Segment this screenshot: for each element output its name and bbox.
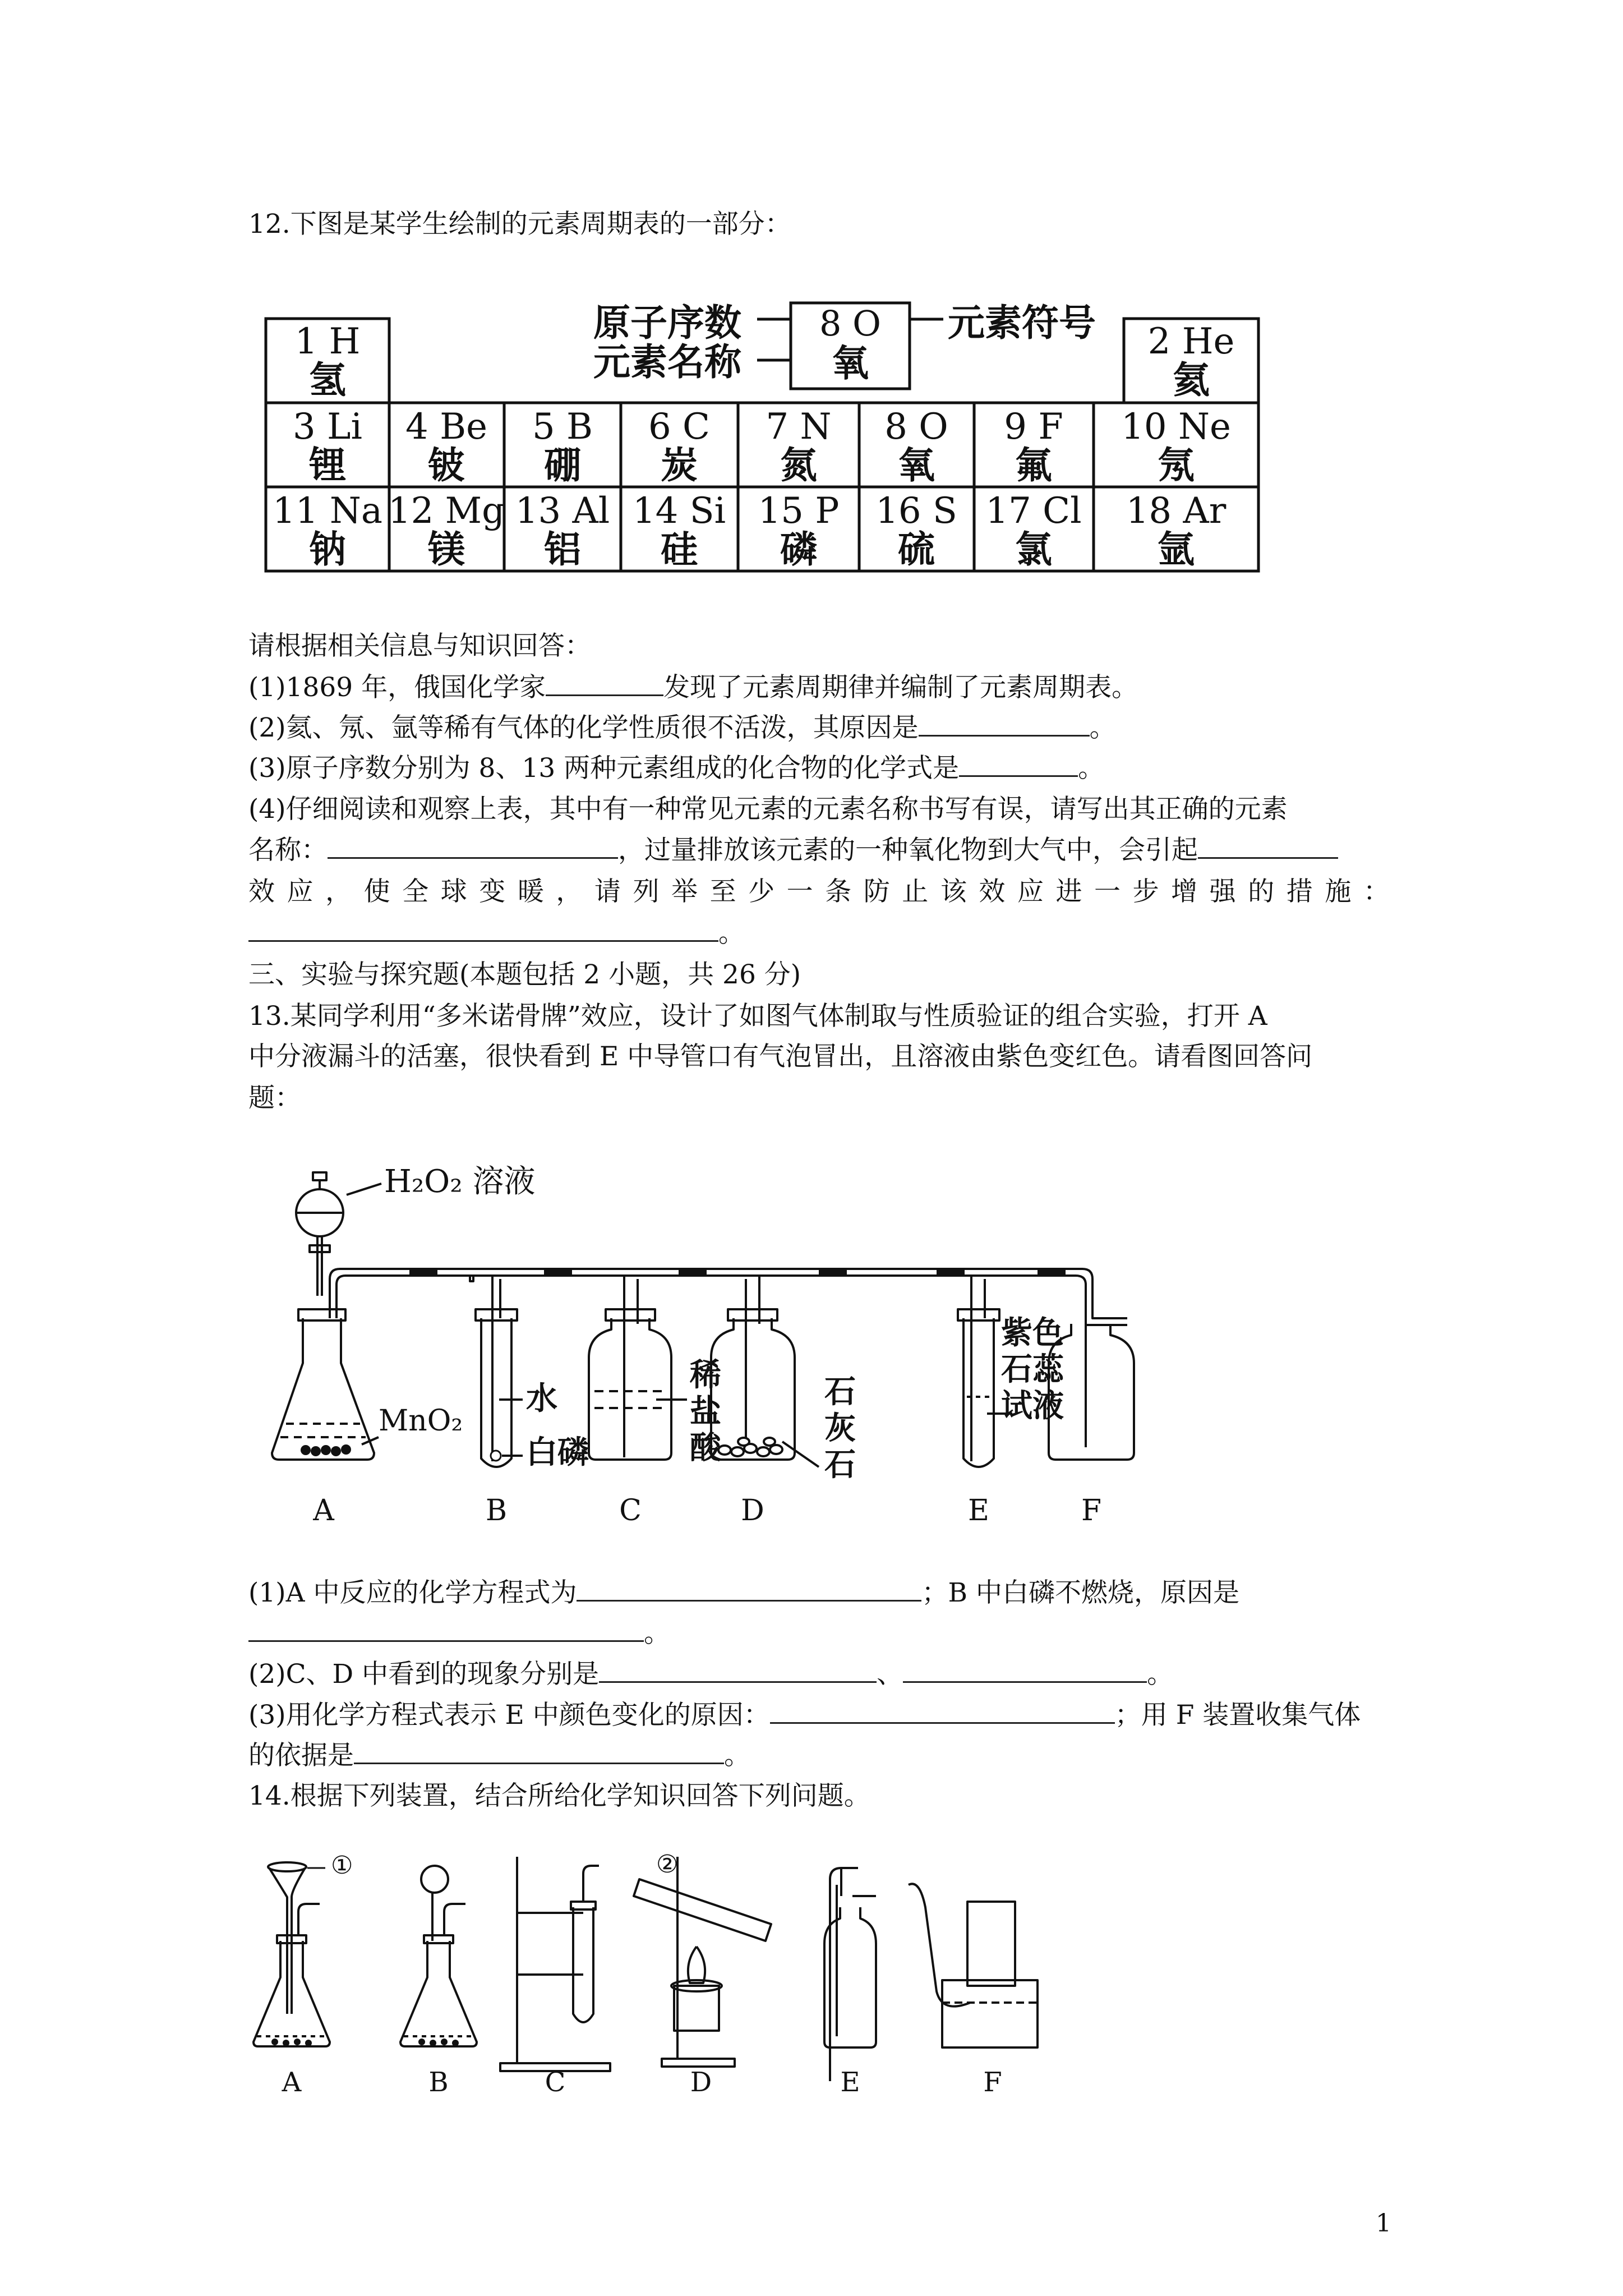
answer-blank[interactable] bbox=[328, 832, 618, 859]
q13-part3-end: 。 bbox=[724, 1740, 750, 1771]
q13-part3-text-c: 的依据是 bbox=[248, 1740, 354, 1771]
answer-blank[interactable] bbox=[903, 1657, 1147, 1683]
hcl-label-char: 酸 bbox=[690, 1429, 721, 1466]
cell-name: 氢 bbox=[309, 358, 346, 402]
apparatus-label: E bbox=[840, 2067, 860, 2092]
answer-blank[interactable] bbox=[770, 1697, 1115, 1724]
char: 进 bbox=[1055, 876, 1082, 907]
apparatus-label: C bbox=[619, 1494, 642, 1527]
char: 一 bbox=[786, 876, 813, 907]
q13-part1-text-b: ；B 中白磷不燃烧，原因是 bbox=[921, 1577, 1239, 1608]
char: 的 bbox=[1248, 876, 1275, 907]
q12-part2-text-b: 。 bbox=[1089, 712, 1116, 743]
answer-blank[interactable] bbox=[1198, 832, 1338, 859]
char: 防 bbox=[863, 876, 890, 907]
q12-part4-text-b: ，过量排放该元素的一种氧化物到大气中，会引起 bbox=[618, 835, 1198, 866]
section3-heading: 三、实验与探究题(本题包括 2 小题，共 26 分) bbox=[248, 959, 801, 990]
hcl-label-char: 盐 bbox=[690, 1393, 721, 1430]
apparatus-label: A bbox=[313, 1494, 334, 1527]
cell-number: 9 F bbox=[1004, 406, 1063, 448]
apparatus-label: B bbox=[428, 2067, 449, 2092]
cell-number: 18 Ar bbox=[1126, 490, 1227, 532]
q13-part2-text-a: (2)C、D 中看到的现象分别是 bbox=[248, 1659, 600, 1690]
char: ， bbox=[325, 876, 352, 907]
white-phosphorus-label: 白磷 bbox=[526, 1434, 589, 1471]
cell-name: 钠 bbox=[309, 527, 346, 571]
cell-number: 15 P bbox=[758, 490, 840, 532]
q12-part4-line3 bbox=[248, 874, 1390, 910]
q13-line1: 13.某同学利用“多米诺骨牌”效应，设计了如图气体制取与性质验证的组合实验，打开 A bbox=[248, 1001, 1267, 1032]
cell-name: 氮 bbox=[780, 443, 817, 487]
cell-number: 2 He bbox=[1147, 321, 1235, 362]
q13-part1-line2 bbox=[248, 1616, 670, 1651]
cell-name: 镁 bbox=[428, 527, 465, 571]
q12-part4-text-a: 名称： bbox=[248, 835, 328, 866]
cell-name: 氩 bbox=[1158, 527, 1195, 571]
q12-part4-line4 bbox=[248, 915, 745, 951]
cell-name: 铍 bbox=[428, 443, 465, 487]
cell-number: 7 N bbox=[766, 406, 832, 448]
char: 暖 bbox=[517, 876, 544, 907]
cell-name: 氟 bbox=[1015, 443, 1052, 487]
answer-blank[interactable] bbox=[354, 1738, 724, 1764]
legend-atomic-number: 原子序数 bbox=[593, 301, 741, 344]
q12-title: 12.下图是某学生绘制的元素周期表的一部分： bbox=[248, 209, 791, 240]
q12-part2 bbox=[248, 710, 1116, 746]
cell-name: 氖 bbox=[1158, 443, 1195, 487]
q12-part4-line2 bbox=[248, 832, 1338, 868]
q12-part4-line1: (4)仔细阅读和观察上表，其中有一种常见元素的元素名称书写有误，请写出其正确的元素 bbox=[248, 794, 1288, 825]
legend-element-name: 元素名称 bbox=[593, 340, 741, 384]
cell-number: 8 O bbox=[884, 406, 948, 448]
answer-blank[interactable] bbox=[577, 1575, 921, 1602]
char: 至 bbox=[709, 876, 736, 907]
litmus-label-line: 石蕊 bbox=[1001, 1351, 1064, 1388]
cell-number: 16 S bbox=[875, 490, 957, 532]
apparatus-label: F bbox=[1081, 1494, 1102, 1527]
q13-part2-sep: 、 bbox=[877, 1659, 903, 1690]
char: 请 bbox=[594, 876, 621, 907]
q13-part3-text-a: (3)用化学方程式表示 E 中颜色变化的原因： bbox=[248, 1700, 770, 1731]
cell-number: 5 B bbox=[532, 406, 593, 448]
cell-name: 炭 bbox=[661, 443, 698, 487]
char: 变 bbox=[479, 876, 506, 907]
q13-part3-text-b: ；用 F 装置收集气体 bbox=[1114, 1700, 1361, 1731]
char: 条 bbox=[825, 876, 852, 907]
circled-number-2: ② bbox=[656, 1850, 679, 1879]
char: 该 bbox=[940, 876, 967, 907]
char: 使 bbox=[363, 876, 390, 907]
legend-example-number: 8 O bbox=[819, 303, 881, 344]
apparatus-label: D bbox=[741, 1494, 764, 1527]
page-number: 1 bbox=[1376, 2209, 1391, 2238]
apparatus-label: D bbox=[690, 2067, 712, 2092]
cell-number: 1 H bbox=[294, 321, 361, 362]
periodic-table-figure bbox=[264, 292, 1267, 583]
q12-part3-text-a: (3)原子序数分别为 8、13 两种元素组成的化合物的化学式是 bbox=[248, 753, 960, 784]
char: 施 bbox=[1325, 876, 1352, 907]
q12-part1 bbox=[248, 670, 1138, 706]
q12-part2-text-a: (2)氦、氖、氩等稀有气体的化学性质很不活泼，其原因是 bbox=[248, 712, 919, 743]
q12-part3-text-b: 。 bbox=[1078, 753, 1105, 784]
answer-blank[interactable] bbox=[599, 1657, 877, 1683]
q13-line2: 中分液漏斗的活塞，很快看到 E 中导管口有气泡冒出，且溶液由紫色变红色。请看图回答问 bbox=[248, 1041, 1313, 1072]
cell-name: 氯 bbox=[1015, 527, 1052, 571]
apparatus-label: F bbox=[983, 2067, 1002, 2092]
answer-blank[interactable] bbox=[919, 710, 1090, 737]
q12-part1-text-b: 发现了元素周期律并编制了元素周期表。 bbox=[663, 672, 1138, 703]
char: 步 bbox=[1132, 876, 1159, 907]
char: 一 bbox=[1094, 876, 1121, 907]
cell-number: 14 Si bbox=[632, 490, 726, 532]
q12-part4-end: 。 bbox=[718, 918, 745, 949]
q12-intro: 请根据相关信息与知识回答： bbox=[248, 631, 591, 661]
char: 应 bbox=[1017, 876, 1044, 907]
q12-part1-text-a: (1)1869 年，俄国化学家 bbox=[248, 672, 546, 703]
cell-number: 10 Ne bbox=[1121, 406, 1231, 448]
char: 效 bbox=[248, 876, 275, 907]
cell-number: 13 Al bbox=[515, 490, 610, 532]
q13-part1-text-a: (1)A 中反应的化学方程式为 bbox=[248, 1577, 577, 1608]
apparatus-label: A bbox=[282, 2067, 302, 2092]
hcl-label-char: 稀 bbox=[690, 1356, 721, 1393]
limestone-label-char: 石 bbox=[824, 1373, 856, 1410]
apparatus-figure-q13 bbox=[264, 1150, 1183, 1531]
legend-symbol-label: 元素符号 bbox=[948, 301, 1096, 344]
q13-part2-end: 。 bbox=[1147, 1659, 1174, 1690]
apparatus-label: B bbox=[485, 1494, 508, 1527]
apparatus-figure-q14 bbox=[247, 1846, 1155, 2092]
litmus-label-line: 试液 bbox=[1001, 1387, 1064, 1424]
char: ， bbox=[556, 876, 583, 907]
q13-line3: 题： bbox=[248, 1083, 301, 1114]
cell-name: 铝 bbox=[544, 527, 581, 571]
char: 止 bbox=[902, 876, 929, 907]
char: 全 bbox=[402, 876, 429, 907]
q13-part1-end: 。 bbox=[644, 1618, 670, 1649]
circled-number-1: ① bbox=[331, 1851, 353, 1880]
cell-name: 硼 bbox=[544, 443, 581, 487]
q13-part3-line1 bbox=[248, 1697, 1361, 1733]
cell-name: 磷 bbox=[780, 527, 817, 571]
char: 强 bbox=[1209, 876, 1236, 907]
char: 增 bbox=[1171, 876, 1198, 907]
litmus-label-line: 紫色 bbox=[1001, 1314, 1064, 1351]
water-label: 水 bbox=[526, 1380, 557, 1417]
q13-part2 bbox=[248, 1657, 1173, 1692]
cell-name: 氧 bbox=[898, 443, 935, 487]
char: 球 bbox=[440, 876, 467, 907]
apparatus-label: E bbox=[968, 1494, 989, 1527]
cell-name: 硅 bbox=[661, 527, 698, 571]
cell-number: 6 C bbox=[648, 406, 711, 448]
char: 应 bbox=[287, 876, 313, 907]
limestone-label-char: 石 bbox=[824, 1446, 856, 1483]
char: ： bbox=[1363, 876, 1390, 907]
answer-blank[interactable] bbox=[248, 915, 718, 942]
char: 举 bbox=[671, 876, 698, 907]
answer-blank[interactable] bbox=[546, 670, 663, 696]
char: 列 bbox=[633, 876, 660, 907]
apparatus-label: C bbox=[545, 2067, 566, 2092]
limestone-label-char: 灰 bbox=[824, 1410, 856, 1447]
q14-line1: 14.根据下列装置，结合所给化学知识回答下列问题。 bbox=[248, 1780, 870, 1811]
q13-part1-line1 bbox=[248, 1575, 1239, 1611]
char: 少 bbox=[748, 876, 775, 907]
answer-blank[interactable] bbox=[959, 751, 1078, 777]
q13-part3-line2 bbox=[248, 1738, 750, 1774]
h2o2-label: H₂O₂ 溶液 bbox=[384, 1163, 536, 1200]
cell-number: 17 Cl bbox=[985, 490, 1082, 532]
answer-blank[interactable] bbox=[248, 1616, 644, 1642]
mno2-label: MnO₂ bbox=[379, 1404, 463, 1438]
cell-name: 硫 bbox=[898, 527, 935, 571]
char: 措 bbox=[1286, 876, 1313, 907]
cell-number: 3 Li bbox=[292, 406, 363, 448]
cell-number: 12 Mg bbox=[388, 490, 505, 532]
cell-number: 11 Na bbox=[273, 490, 382, 532]
q12-part3 bbox=[248, 751, 1104, 786]
char: 效 bbox=[979, 876, 1006, 907]
cell-name: 氦 bbox=[1173, 358, 1210, 402]
cell-number: 4 Be bbox=[405, 406, 487, 448]
cell-name: 锂 bbox=[309, 443, 346, 487]
legend-example-name: 氧 bbox=[832, 341, 869, 385]
